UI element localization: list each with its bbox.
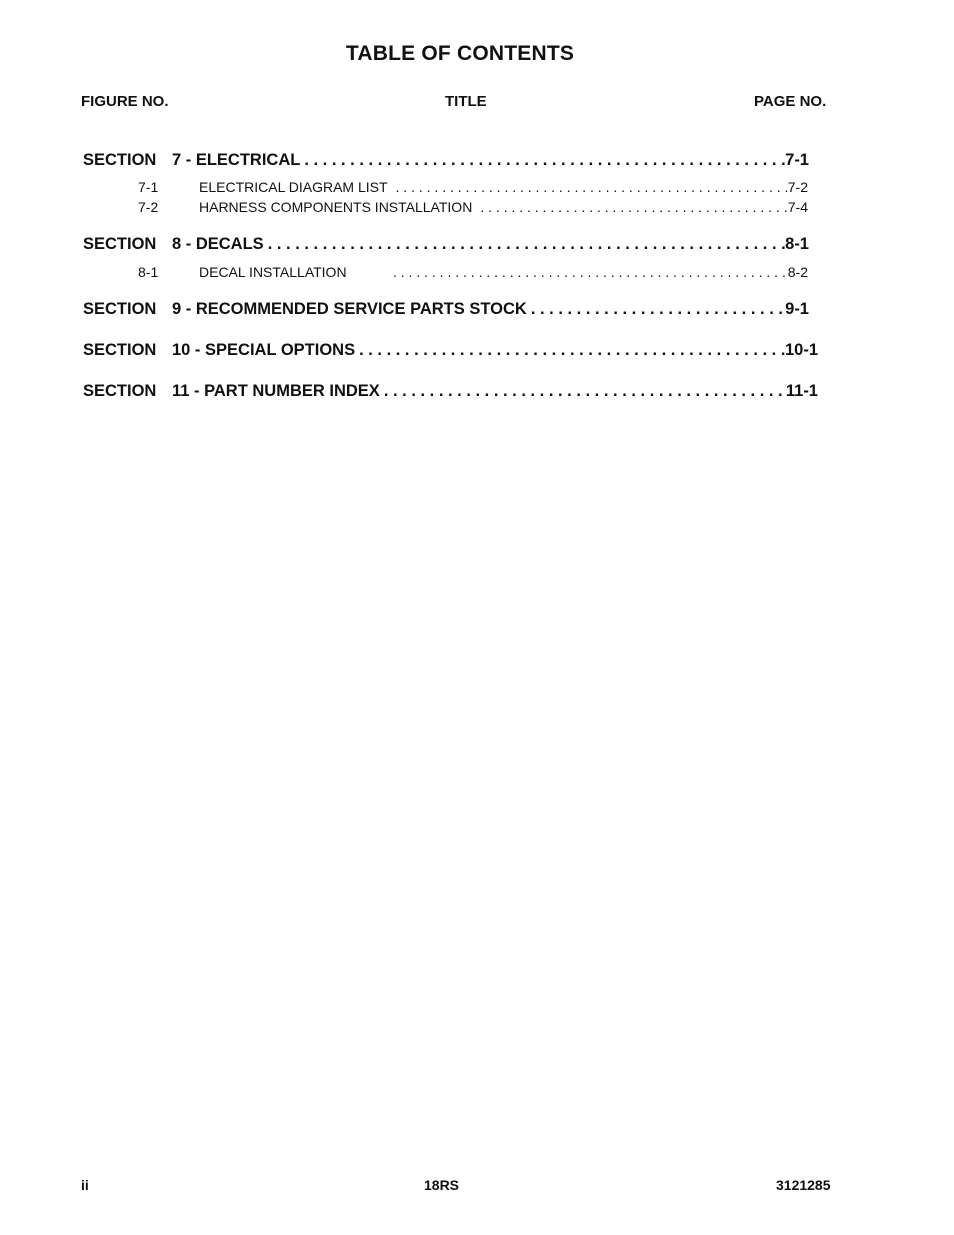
figure-number: 8-1: [138, 264, 159, 280]
column-header-title: TITLE: [445, 93, 487, 110]
section-title: 8 - DECALS: [172, 235, 264, 253]
figure-title: ELECTRICAL DIAGRAM LIST: [199, 179, 388, 195]
section-page: 8-1: [785, 235, 809, 253]
section-title: 7 - ELECTRICAL: [172, 151, 301, 169]
toc-section-7[interactable]: [83, 151, 809, 173]
column-header-page-no: PAGE NO.: [754, 93, 827, 110]
toc-section-8[interactable]: [83, 235, 809, 257]
dot-leader: [531, 300, 785, 319]
figure-title: DECAL INSTALLATION: [199, 264, 347, 280]
dot-leader: [480, 199, 787, 215]
toc-figure-8-1[interactable]: [138, 264, 808, 282]
section-title: 9 - RECOMMENDED SERVICE PARTS STOCK: [172, 300, 527, 318]
section-label: SECTION: [83, 341, 157, 359]
figure-page: 7-2: [787, 179, 808, 195]
section-page: 9-1: [785, 300, 809, 318]
footer-model: 18RS: [424, 1177, 460, 1193]
column-header-figure-no: FIGURE NO.: [81, 93, 169, 110]
dot-leader: [384, 382, 786, 401]
dot-leader: [396, 179, 788, 195]
figure-number: 7-2: [138, 199, 159, 215]
section-label: SECTION: [83, 235, 157, 253]
toc-section-10[interactable]: [83, 341, 818, 363]
section-title: 11 - PART NUMBER INDEX: [172, 382, 380, 400]
dot-leader: [304, 151, 785, 170]
figure-number: 7-1: [138, 179, 159, 195]
dot-leader: [393, 264, 788, 280]
figure-title: HARNESS COMPONENTS INSTALLATION: [199, 199, 473, 215]
dot-leader: [268, 235, 785, 254]
figure-page: 7-4: [787, 199, 808, 215]
toc-section-11[interactable]: [83, 382, 818, 404]
section-label: SECTION: [83, 151, 157, 169]
section-page: 7-1: [785, 151, 809, 169]
section-title: 10 - SPECIAL OPTIONS: [172, 341, 356, 359]
section-page: 11-1: [785, 382, 818, 400]
figure-page: 8-2: [787, 264, 808, 280]
footer-page-number: ii: [81, 1177, 89, 1193]
toc-figure-7-2[interactable]: [138, 199, 808, 217]
dot-leader: [359, 341, 785, 360]
section-label: SECTION: [83, 300, 157, 318]
toc-figure-7-1[interactable]: [138, 179, 808, 197]
page-title: TABLE OF CONTENTS: [345, 42, 575, 65]
footer-document-number: 3121285: [776, 1177, 831, 1193]
section-label: SECTION: [83, 382, 157, 400]
toc-section-9[interactable]: [83, 300, 809, 322]
section-page: 10-1: [784, 341, 818, 359]
